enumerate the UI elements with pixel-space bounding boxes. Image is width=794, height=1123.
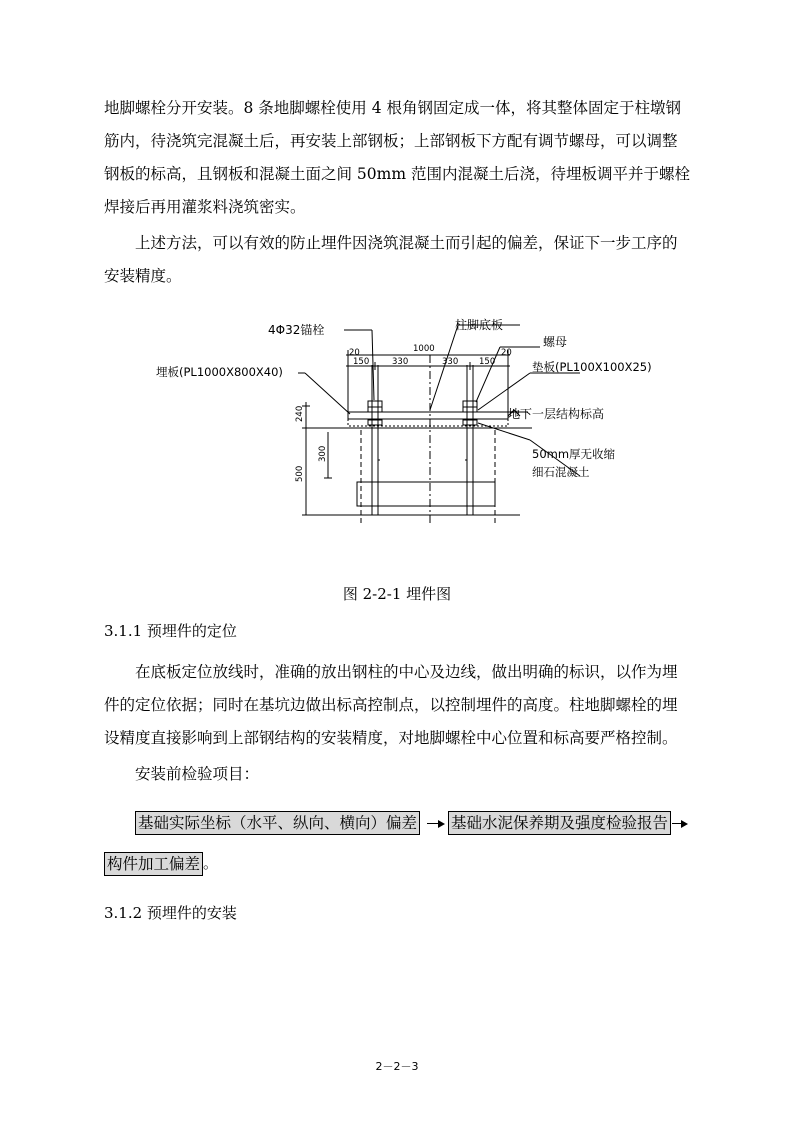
paragraph-anchor-install: 地脚螺栓分开安装。8 条地脚螺栓使用 4 根角钢固定成一体，将其整体固定于柱墩钢筋内，待浇筑完混凝土后，再安装上部钢板；上部钢板下方配有调节螺母，可以调整钢板的标高，且钢板和混凝土面之间 50mm 范围内混凝土后浇，待埋板调平并于螺栓焊接后再用灌浆料浇筑密实。 bbox=[104, 99, 690, 216]
label-grout-line1: 50mm厚无收缩 bbox=[532, 447, 616, 461]
dim-300: 300 bbox=[318, 445, 328, 462]
dim-1000: 1000 bbox=[413, 344, 435, 354]
embedded-part-drawing bbox=[156, 310, 700, 525]
dim-500: 500 bbox=[295, 465, 305, 482]
page-number: 2－2－3 bbox=[375, 1060, 419, 1073]
dim-240: 240 bbox=[295, 405, 305, 422]
heading-3-1-1: 3.1.1 预埋件的定位 bbox=[104, 622, 237, 640]
heading-3-1-2: 3.1.2 预埋件的安装 bbox=[104, 904, 237, 922]
flow-arrow-1 bbox=[427, 823, 443, 824]
dim-20-right: 20 bbox=[501, 348, 512, 358]
flow-step-curing-report: 基础水泥保养期及强度检验报告 bbox=[448, 811, 671, 835]
label-structural-level: 地下一层结构标高 bbox=[508, 407, 605, 421]
paragraph-inspection-items: 安装前检验项目： bbox=[135, 765, 260, 783]
flow-step-fabrication-deviation: 构件加工偏差 bbox=[104, 852, 203, 876]
dim-150-right: 150 bbox=[479, 357, 496, 367]
dim-330-right: 330 bbox=[442, 357, 459, 367]
dim-20-left: 20 bbox=[349, 348, 360, 358]
dim-150-left: 150 bbox=[353, 357, 370, 367]
flow-end-mark: 。 bbox=[203, 854, 219, 872]
dim-330-left: 330 bbox=[392, 357, 409, 367]
figure-caption: 图 2-2-1 埋件图 bbox=[342, 585, 452, 603]
label-embed-plate: 埋板(PL1000X800X40) bbox=[156, 365, 283, 379]
label-grout-line2: 细石混凝土 bbox=[532, 465, 590, 479]
paragraph-positioning: 在底板定位放线时，准确的放出钢柱的中心及边线，做出明确的标识，以作为埋件的定位依据；同时在基坑边做出标高控制点，以控制埋件的高度。柱地脚螺栓的埋设精度直接影响到上部钢结构的安装精度，对地脚螺栓中心位置和标高要严格控制。 bbox=[104, 663, 678, 747]
label-anchor-bolt: 4Φ32锚栓 bbox=[268, 323, 325, 337]
label-base-plate: 柱脚底板 bbox=[455, 318, 504, 332]
label-nut: 螺母 bbox=[543, 335, 568, 349]
flow-step-coordinate-deviation: 基础实际坐标（水平、纵向、横向）偏差 bbox=[135, 811, 420, 835]
paragraph-method-summary: 上述方法，可以有效的防止埋件因浇筑混凝土而引起的偏差，保证下一步工序的安装精度。 bbox=[104, 234, 678, 285]
label-shim-plate: 垫板(PL100X100X25) bbox=[532, 360, 652, 374]
flow-arrow-2 bbox=[672, 823, 686, 824]
